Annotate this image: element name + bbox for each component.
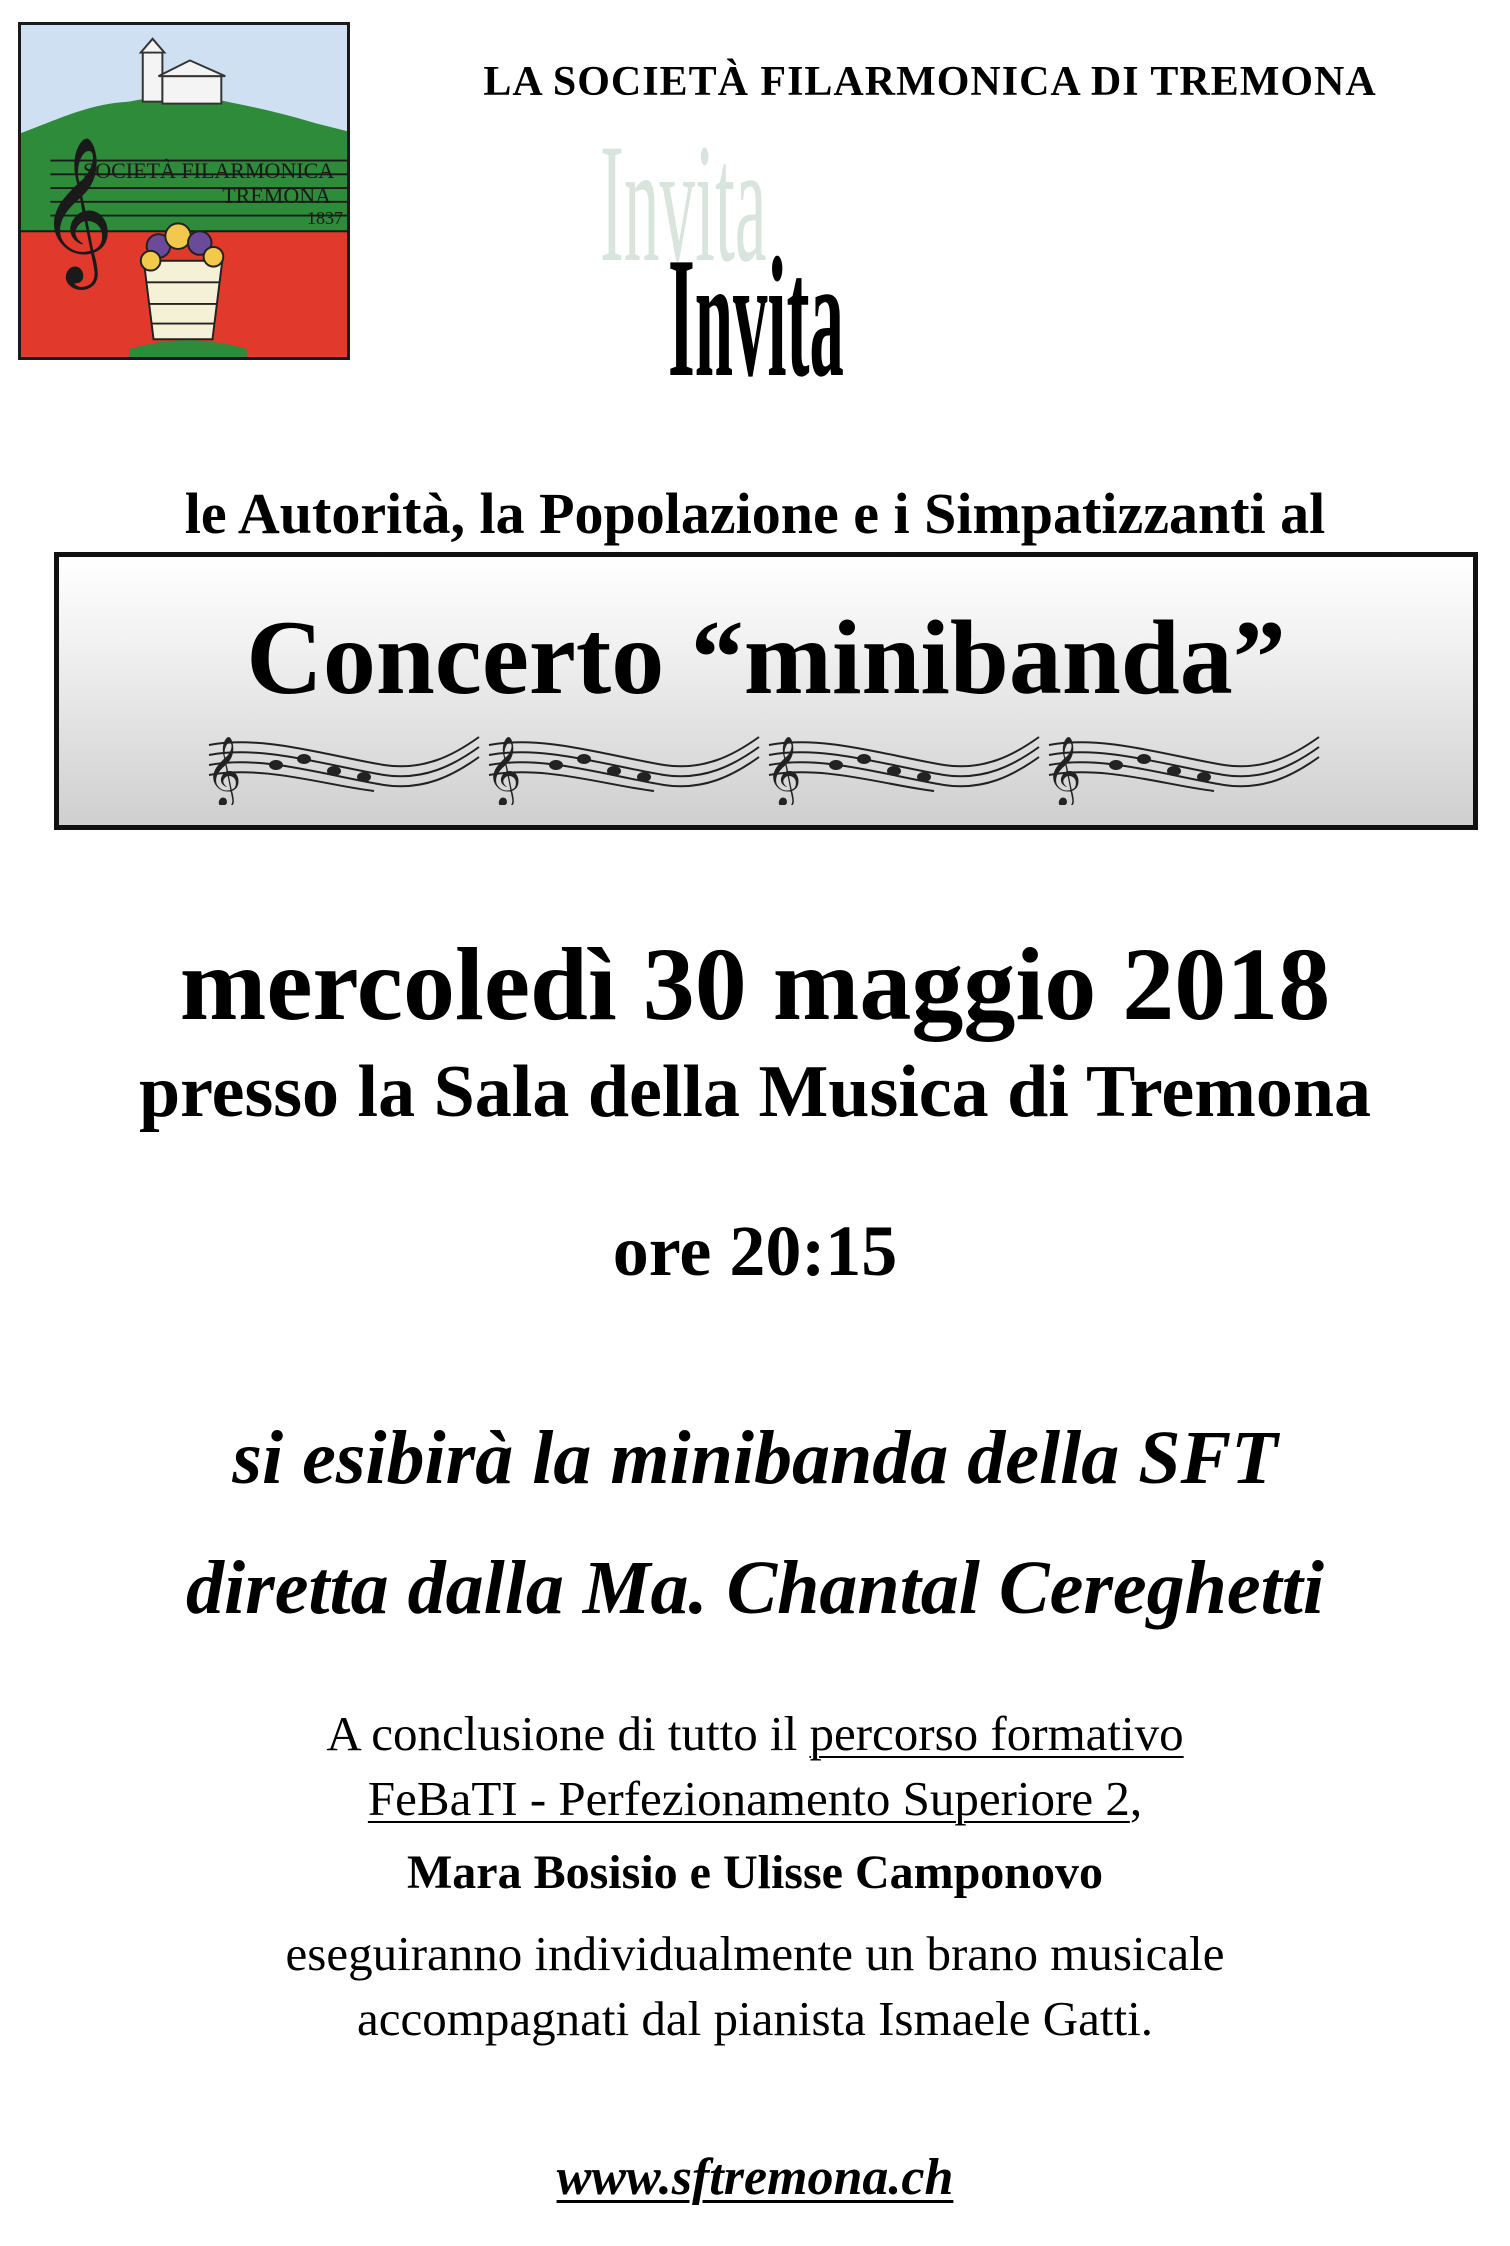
svg-text:𝄞: 𝄞 bbox=[1046, 736, 1082, 805]
logo-year: 1837 bbox=[307, 208, 343, 228]
conclusion-line-4: accompagnati dal pianista Ismaele Gatti. bbox=[357, 1991, 1153, 2046]
event-date: mercoledì 30 maggio 2018 bbox=[179, 927, 1331, 1042]
performers-line-2: diretta dalla Ma. Chantal Cereghetti bbox=[186, 1546, 1324, 1630]
music-notes-decoration bbox=[764, 725, 1044, 805]
invita-heading: Invita bbox=[668, 223, 844, 413]
course-link-part-1: percorso formativo bbox=[809, 1706, 1184, 1761]
society-logo bbox=[18, 22, 350, 360]
conclusion-line-1 bbox=[0, 1705, 1510, 1762]
music-notes-decoration bbox=[204, 725, 484, 805]
conclusion-comma: , bbox=[1129, 1771, 1143, 1826]
conclusion-line-3: eseguiranno individualmente un brano musicale bbox=[285, 1926, 1225, 1981]
svg-text:𝄞: 𝄞 bbox=[38, 135, 115, 284]
organization-title: LA SOCIETÀ FILARMONICA DI TREMONA bbox=[483, 59, 1377, 105]
event-time: ore 20:15 bbox=[612, 1211, 898, 1291]
addressees-line: le Autorità, la Popolazione e i Simpatizzanti al bbox=[184, 481, 1326, 546]
svg-text:𝄞: 𝄞 bbox=[206, 736, 242, 805]
conclusion-prefix: A conclusione di tutto il bbox=[326, 1706, 810, 1761]
soloist-names: Mara Bosisio e Ulisse Camponovo bbox=[407, 1846, 1103, 1899]
performers-line-1: si esibirà la minibanda della SFT bbox=[232, 1416, 1278, 1500]
website-link[interactable]: www.sftremona.ch bbox=[556, 2149, 954, 2206]
logo-name-line1: SOCIETÀ FILARMONICA bbox=[83, 158, 335, 183]
conclusion-line-2 bbox=[0, 1770, 1510, 1827]
svg-text:𝄞: 𝄞 bbox=[486, 736, 522, 805]
concert-title: Concerto “minibanda” bbox=[246, 599, 1286, 716]
concert-title-box bbox=[54, 552, 1478, 830]
course-link-part-2: FeBaTI - Perfezionamento Superiore 2 bbox=[367, 1771, 1130, 1826]
logo-name-line2: TREMONA bbox=[222, 183, 331, 208]
event-venue: presso la Sala della Musica di Tremona bbox=[138, 1051, 1372, 1133]
music-notes-decoration bbox=[484, 725, 764, 805]
invita-shadow-heading: Invita bbox=[600, 109, 767, 297]
music-notes-decoration bbox=[1044, 725, 1324, 805]
svg-text:𝄞: 𝄞 bbox=[766, 736, 802, 805]
